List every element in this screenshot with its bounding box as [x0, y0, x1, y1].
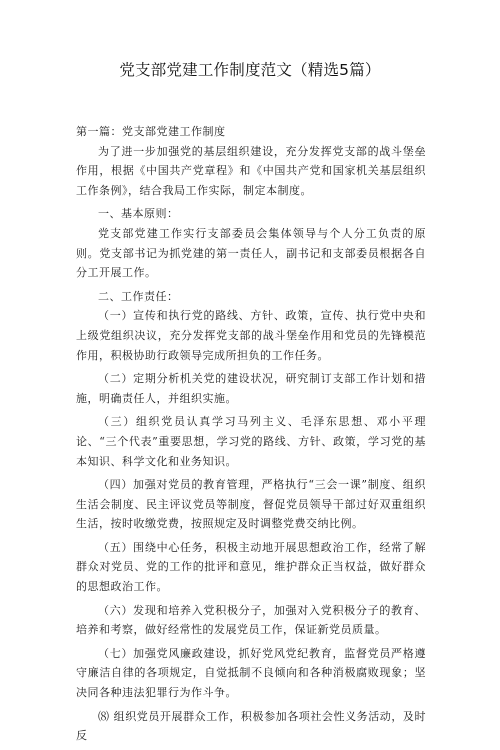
basic-principle-heading: 一、基本原则： [98, 207, 179, 221]
responsibility-item-3: （三）组织党员认真学习马列主义、毛泽东思想、邓小平理论、“三个代表”重要思想，学习党的路线、方针、政策，学习党的基本知识、科学文化和业务知识。 [76, 415, 426, 468]
section-heading: 第一篇：党支部党建工作制度 [76, 125, 226, 138]
responsibility-item-7: （七）加强党风廉政建设，抓好党风党纪教育，监督党员严格遵守廉洁自律的各项规定，自觉抵制不良倾向和各种消极腐败现象；坚决同各种违法犯罪行为作斗争。 [76, 646, 426, 700]
basic-principle-paragraph: 党支部党建工作实行支部委员会集体领导与个人分工负责的原则。党支部书记为抓党建的第一责任人，副书记和支部委员根据各自分工开展工作。 [76, 226, 426, 280]
responsibility-item-4: （四）加强对党员的教育管理，严格执行“三会一课”制度、组织生活会制度、民主评议党员等制度，督促党员领导干部过好双重组织生活，按时收缴党费，按照规定及时调整党费交纳比例。 [76, 478, 426, 531]
responsibility-item-5: （五）围绕中心任务，积极主动地开展思想政治工作，经常了解群众对党员、党的工作的批评和意见，维护群众正当权益，做好群众的思想政治工作。 [76, 540, 426, 594]
responsibility-item-8: ⑻ 组织党员开展群众工作，积极参加各项社会性义务活动，及时反 [76, 709, 426, 743]
work-responsibility-heading: 二、工作责任： [98, 289, 179, 303]
intro-paragraph: 为了进一步加强党的基层组织建设，充分发挥党支部的战斗堡垒作用，根据《中国共产党章程》和《中国共产党和国家机关基层组织工作条例》，结合我局工作实际，制定本制度。 [76, 144, 426, 197]
document-body [76, 122, 426, 750]
responsibility-item-1: （一）宣传和执行党的路线、方针、政策，宣传、执行党中央和上级党组织决议，充分发挥党支部的战斗堡垒作用和党员的先锋模范作用，积极协助行政领导完成所担负的工作任务。 [76, 309, 426, 362]
responsibility-item-6: （六）发现和培养入党积极分子，加强对入党积极分子的教育、培养和考察，做好经常性的发展党员工作，保证新党员质量。 [76, 603, 426, 637]
responsibility-item-2: （二）定期分析机关党的建设状况，研究制订支部工作计划和措施，明确责任人，并组织实施。 [76, 372, 426, 405]
document-title: 党支部党建工作制度范文（精选5篇） [119, 61, 381, 79]
